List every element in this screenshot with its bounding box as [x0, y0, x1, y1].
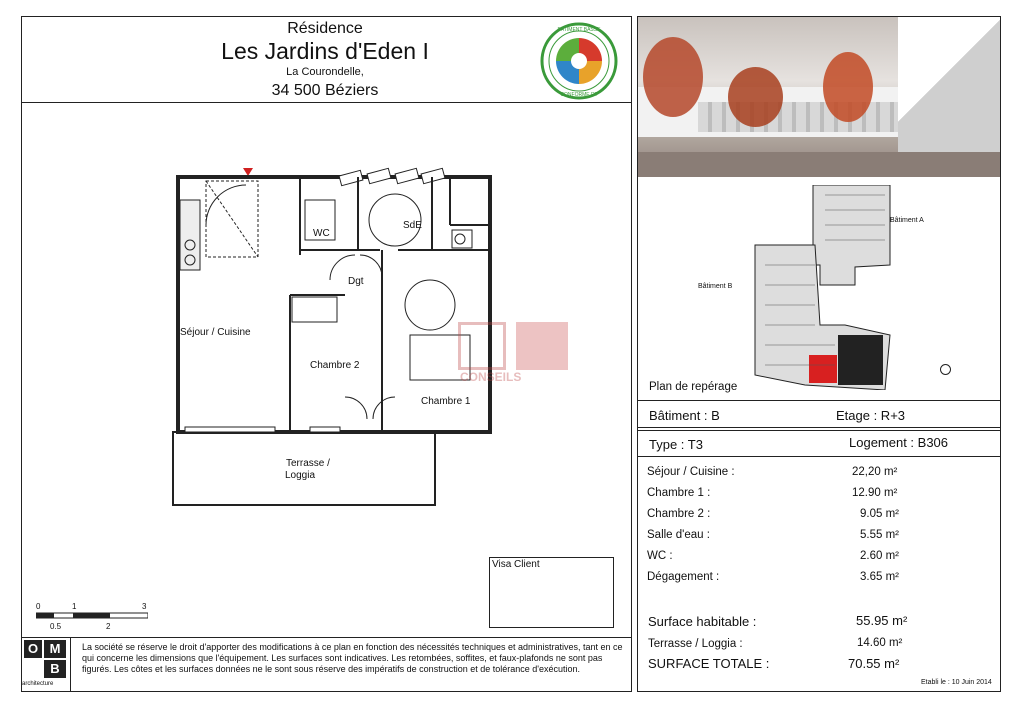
- room-label-chambre1: Chambre 1: [421, 396, 471, 407]
- bbc-badge-logo: [540, 22, 618, 100]
- header-divider: [21, 102, 632, 103]
- date-label: Etabli le : 10 Juin 2014: [921, 679, 992, 686]
- logo-subtitle: architecture: [22, 681, 54, 687]
- surface-label: Salle d'eau :: [647, 529, 710, 541]
- omb-logo: [22, 638, 71, 691]
- room-label-loggia: Loggia: [285, 470, 316, 481]
- room-label-sde: SdE: [403, 220, 422, 231]
- locality: La Courondelle,: [286, 66, 364, 78]
- surface-row: [647, 571, 927, 592]
- surface-value: 9.05 m²: [860, 508, 899, 520]
- surface-label: Dégagement :: [647, 571, 720, 583]
- surface-value: 3.65 m²: [860, 571, 899, 583]
- surface-label: WC :: [647, 550, 673, 562]
- surface-value: 22,20 m²: [852, 466, 898, 478]
- scale-tick-0: 0: [36, 602, 41, 611]
- surface-value: 12.90 m²: [852, 487, 898, 499]
- scale-tick-05: 0.5: [50, 622, 62, 631]
- site-label-batiment-b: Bâtiment B: [698, 283, 733, 290]
- svg-text:BATIMENT BASSE: BATIMENT BASSE: [557, 27, 601, 33]
- surface-row: [647, 550, 927, 571]
- visa-client-label: Visa Client: [492, 559, 540, 570]
- site-plan-title: Plan de repérage: [649, 381, 738, 393]
- room-label-chambre2: Chambre 2: [310, 360, 360, 371]
- total-label: SURFACE TOTALE :: [648, 656, 770, 671]
- svg-text:CONFORME RT: CONFORME RT: [560, 92, 598, 98]
- terrasse-value: 14.60 m²: [857, 637, 903, 649]
- site-plan: [745, 185, 895, 390]
- scale-bar: [36, 612, 148, 620]
- habitable-value: 55.95 m²: [856, 613, 908, 628]
- compass-icon: [940, 364, 951, 375]
- surface-row: [647, 529, 927, 550]
- surface-label: Chambre 2 :: [647, 508, 711, 520]
- total-value: 70.55 m²: [848, 656, 900, 671]
- terrasse-label: Terrasse / Loggia :: [648, 638, 743, 650]
- scale-tick-3: 3: [142, 602, 147, 611]
- surface-label: Chambre 1 :: [647, 487, 711, 499]
- residence-label: Résidence: [287, 20, 363, 37]
- city: 34 500 Béziers: [271, 82, 379, 99]
- surface-row: [647, 466, 927, 487]
- building-rendering-image: [638, 17, 1000, 177]
- scale-tick-2: 2: [106, 622, 111, 631]
- surface-value: 2.60 m²: [860, 550, 899, 562]
- divider-1: [637, 400, 1001, 401]
- divider-4: [637, 456, 1001, 457]
- surface-row: [647, 487, 927, 508]
- surface-row: [647, 508, 927, 529]
- scale-tick-1: 1: [72, 602, 77, 611]
- room-label-dgt: Dgt: [348, 276, 364, 287]
- divider-3: [637, 430, 1001, 431]
- batiment-value: Bâtiment : B: [649, 408, 720, 423]
- room-label-terrasse: Terrasse /: [286, 458, 330, 469]
- logement-value: Logement : B306: [849, 435, 949, 450]
- residence-name: Les Jardins d'Eden I: [221, 38, 429, 64]
- type-value: Type : T3: [649, 437, 703, 452]
- floor-plan: [170, 165, 495, 515]
- etage-value: Etage : R+3: [836, 408, 906, 423]
- footer-divider: [21, 637, 632, 638]
- watermark-logo: [458, 322, 568, 382]
- surface-label: Séjour / Cuisine :: [647, 466, 735, 478]
- divider-2: [637, 427, 1001, 428]
- site-label-batiment-a: Bâtiment A: [890, 217, 924, 224]
- room-label-sejour: Séjour / Cuisine: [180, 327, 251, 338]
- surfaces-list: [647, 466, 927, 592]
- disclaimer-text: La société se réserve le droit d'apporter des modifications à ce plan en fonction des nécessités techniques et administratives, tant en ce qui concerne les dimensions que l'équipement. Les surfaces sont indicatives. Les retombées, soffites, et faux-plafonds ne sont pas figurés. Les côtes et les surfaces données ne le sont sous réserve des impératifs de construction et de tolérance d'exécution.: [82, 642, 623, 674]
- logo-letter-m: M: [44, 640, 66, 658]
- room-label-wc: WC: [313, 228, 330, 239]
- habitable-label: Surface habitable :: [648, 614, 757, 629]
- watermark-text: CONSEILS: [460, 370, 522, 384]
- surface-value: 5.55 m²: [860, 529, 899, 541]
- logo-letter-b: B: [44, 660, 66, 678]
- logo-letter-o: O: [24, 640, 42, 658]
